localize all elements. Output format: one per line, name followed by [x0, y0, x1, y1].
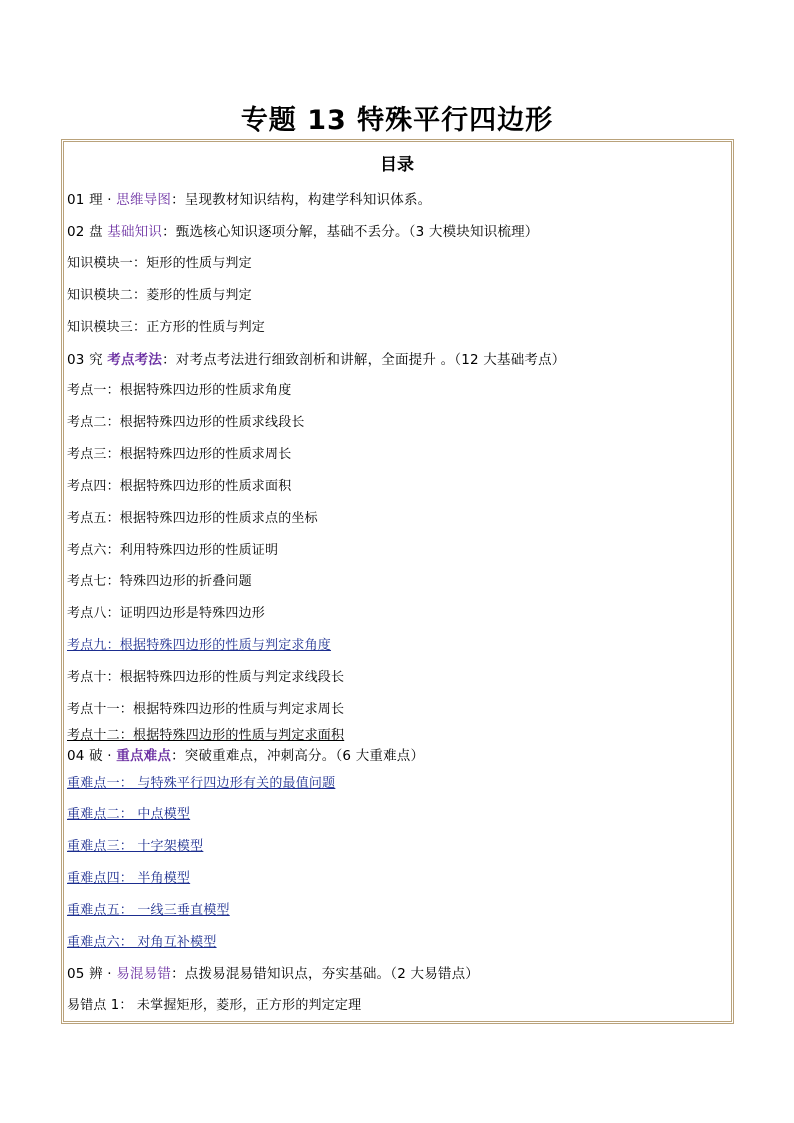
toc-kaodian-1[interactable]: 考点一：根据特殊四边形的性质求角度	[67, 383, 292, 398]
toc-kaodian-9[interactable]: 考点九：根据特殊四边形的性质与判定求角度	[67, 638, 332, 653]
toc-section-05[interactable]	[67, 965, 479, 983]
toc-kaodian-2[interactable]: 考点二：根据特殊四边形的性质求线段长	[67, 415, 305, 430]
toc-kaodian-3[interactable]: 考点三：根据特殊四边形的性质求周长	[67, 447, 292, 462]
toc-zhongnan-6[interactable]: 重难点六： 对角互补模型	[67, 935, 217, 950]
section-desc: ：对考点考法进行细致剖析和讲解，全面提升 。（12 大基础考点）	[162, 352, 566, 368]
section-highlight: 易混易错	[116, 966, 172, 982]
section-prefix: 01 理 ·	[67, 192, 117, 208]
toc-kaodian-6[interactable]: 考点六：利用特殊四边形的性质证明	[67, 543, 279, 558]
toc-zhongnan-1[interactable]: 重难点一： 与特殊平行四边形有关的最值问题	[67, 776, 336, 791]
section-prefix: 04 破 ·	[67, 748, 117, 764]
toc-yicuo-1[interactable]: 易错点 1： 未掌握矩形，菱形，正方形的判定定理	[67, 998, 362, 1013]
section-prefix: 03 究	[67, 352, 108, 368]
toc-module-3[interactable]: 知识模块三：正方形的性质与判定	[67, 320, 266, 335]
document-title: 专题 13 特殊平行四边形	[240, 105, 554, 136]
toc-kaodian-4[interactable]: 考点四：根据特殊四边形的性质求面积	[67, 479, 292, 494]
section-desc: ：呈现教材知识结构，构建学科知识体系。	[171, 192, 432, 208]
toc-heading: 目录	[380, 155, 414, 175]
toc-section-02[interactable]	[67, 223, 539, 241]
section-prefix: 02 盘	[67, 224, 108, 240]
toc-section-04[interactable]	[67, 747, 424, 765]
section-highlight: 考点考法	[107, 352, 163, 368]
section-highlight: 思维导图	[116, 192, 172, 208]
toc-kaodian-7[interactable]: 考点七：特殊四边形的折叠问题	[67, 574, 252, 589]
toc-module-1[interactable]: 知识模块一：矩形的性质与判定	[67, 256, 252, 271]
section-desc: ：点拨易混易错知识点，夯实基础。（2 大易错点）	[171, 966, 479, 982]
toc-kaodian-8[interactable]: 考点八：证明四边形是特殊四边形	[67, 606, 266, 621]
section-desc: ：突破重难点，冲刺高分。（6 大重难点）	[171, 748, 425, 764]
section-highlight: 基础知识	[107, 224, 163, 240]
toc-zhongnan-2[interactable]: 重难点二： 中点模型	[67, 807, 191, 822]
toc-kaodian-12[interactable]: 考点十二：根据特殊四边形的性质与判定求面积	[67, 728, 345, 743]
toc-kaodian-10[interactable]: 考点十：根据特殊四边形的性质与判定求线段长	[67, 670, 345, 685]
toc-section-03[interactable]	[67, 351, 566, 369]
toc-zhongnan-5[interactable]: 重难点五： 一线三垂直模型	[67, 903, 230, 918]
section-highlight: 重点难点	[116, 748, 172, 764]
toc-zhongnan-4[interactable]: 重难点四： 半角模型	[67, 871, 191, 886]
toc-module-2[interactable]: 知识模块二：菱形的性质与判定	[67, 288, 252, 303]
section-prefix: 05 辨 ·	[67, 966, 117, 982]
toc-kaodian-5[interactable]: 考点五：根据特殊四边形的性质求点的坐标	[67, 511, 318, 526]
toc-section-01[interactable]	[67, 191, 431, 209]
section-desc: ：甄选核心知识逐项分解，基础不丢分。（3 大模块知识梳理）	[162, 224, 539, 240]
toc-zhongnan-3[interactable]: 重难点三： 十字架模型	[67, 839, 204, 854]
toc-kaodian-11[interactable]: 考点十一：根据特殊四边形的性质与判定求周长	[67, 702, 345, 717]
